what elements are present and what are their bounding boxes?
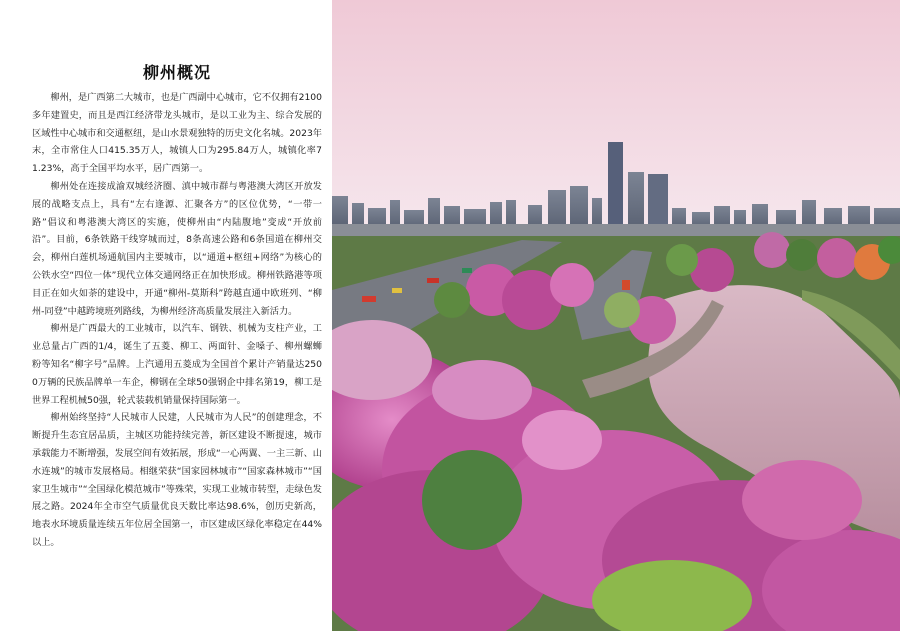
article-paragraph-1: 柳州，是广西第二大城市，也是广西副中心城市，它不仅拥有2100多年建置史，而且是西江经济带龙头城市，是以工业为主、综合发展的区域性中心城市和交通枢纽，是山水景观独特的历史文化名城。2023年末，全市常住人口415.35万人，城镇人口为295.84万人，城镇化率71.23%，高于全国平均水平，居广西第一。: [32, 92, 322, 175]
article-paragraph-4: 柳州始终坚持“人民城市人民建，人民城市为人民”的创建理念，不断提升生态宜居品质，主城区功能持续完善，新区建设不断提速，城市承载能力不断增强，发展空间有效拓展，形成“一心两翼、一主三新、山水连城”的城市发展格局。相继荣获“国家园林城市”“国家森林城市”“国家卫生城市”“全国绿化模范城市”等殊荣，实现工业城市转型，走绿色发展之路。2024年全市空气质量优良天数比率达98.6%，创历史新高，地表水环境质量连续五年位居全国第一，市区建成区绿化率稳定在44%以上。: [32, 412, 322, 548]
article: [32, 60, 322, 552]
article-title: 柳州概况: [142, 63, 211, 82]
city-photo-illustration: [332, 0, 900, 631]
article-paragraph-3: 柳州是广西最大的工业城市，以汽车、钢铁、机械为支柱产业，工业总量占广西的1/4，诞生了五菱、柳工、两面针、金嗓子、柳州螺蛳粉等知名“柳字号”品牌。上汽通用五菱成为全国首个累计产销量达2500万辆的民族品牌单一车企，柳钢在全球50强钢企中排名第19，柳工是世界工程机械50强，轮式装载机销量保持国际第一。: [32, 323, 322, 406]
city-photo: [332, 0, 900, 631]
article-paragraph-2: 柳州处在连接成渝双城经济圈、滇中城市群与粤港澳大湾区开放发展的战略支点上，具有“左右逢源、汇聚各方”的区位优势，“一带一路”倡议和粤港澳大湾区的实施，使柳州由“内陆腹地”变成“开放前沿”。目前，6条铁路干线穿城而过，8条高速公路和6条国道在柳州交会，柳州白莲机场通航国内主要城市，以“通道+枢纽+网络”为核心的公铁水空“四位一体”现代立体交通网络正在加快形成。柳州铁路港等项目正在如火如荼的建设中，开通“柳州-莫斯科”跨越直通中欧班列、“柳州-同登”中越跨境班列路线，为柳州经济高质量发展注入新活力。: [32, 180, 322, 317]
